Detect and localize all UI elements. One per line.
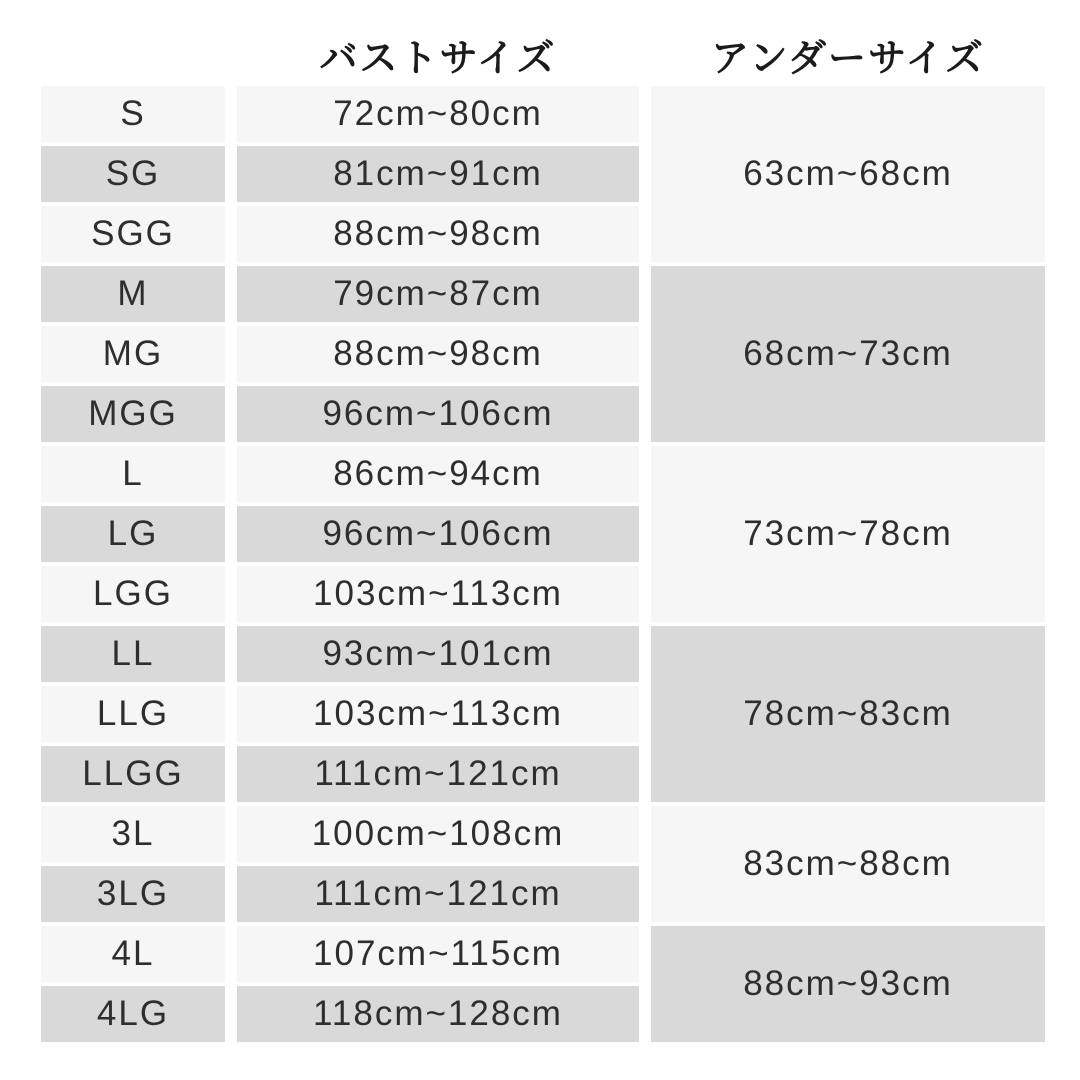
bust-range-cell: 96cm~106cm [237,386,639,442]
under-range-cell: 83cm~88cm [651,806,1045,922]
size-cell: 3L [41,806,225,862]
bust-range-cell: 103cm~113cm [237,686,639,742]
under-range-cell: 73cm~78cm [651,446,1045,622]
size-table [41,86,1080,1042]
size-cell: SG [41,146,225,202]
under-range-cell: 78cm~83cm [651,626,1045,802]
bust-range-cell: 103cm~113cm [237,566,639,622]
size-cell: L [41,446,225,502]
bust-range-cell: 111cm~121cm [237,866,639,922]
size-cell: 3LG [41,866,225,922]
size-cell: SGG [41,206,225,262]
bust-range-cell: 81cm~91cm [237,146,639,202]
bust-range-cell: 79cm~87cm [237,266,639,322]
under-size-header: アンダーサイズ [711,37,985,80]
bust-range-cell: 88cm~98cm [237,206,639,262]
bust-range-cell: 86cm~94cm [237,446,639,502]
size-cell: MGG [41,386,225,442]
bust-range-cell: 96cm~106cm [237,506,639,562]
size-cell: LL [41,626,225,682]
bust-range-cell: 93cm~101cm [237,626,639,682]
under-range-cell: 88cm~93cm [651,926,1045,1042]
size-cell: S [41,86,225,142]
size-cell: 4LG [41,986,225,1042]
size-cell: LG [41,506,225,562]
size-cell: MG [41,326,225,382]
table-header-row [41,0,1080,86]
bust-range-cell: 100cm~108cm [237,806,639,862]
bust-range-cell: 72cm~80cm [237,86,639,142]
size-cell: LGG [41,566,225,622]
size-cell: M [41,266,225,322]
bust-size-header: バストサイズ [319,37,557,80]
size-cell: LLG [41,686,225,742]
size-cell: LLGG [41,746,225,802]
under-range-cell: 68cm~73cm [651,266,1045,442]
under-range-cell: 63cm~68cm [651,86,1045,262]
bust-range-cell: 118cm~128cm [237,986,639,1042]
bust-range-cell: 88cm~98cm [237,326,639,382]
bust-range-cell: 111cm~121cm [237,746,639,802]
size-cell: 4L [41,926,225,982]
bust-range-cell: 107cm~115cm [237,926,639,982]
